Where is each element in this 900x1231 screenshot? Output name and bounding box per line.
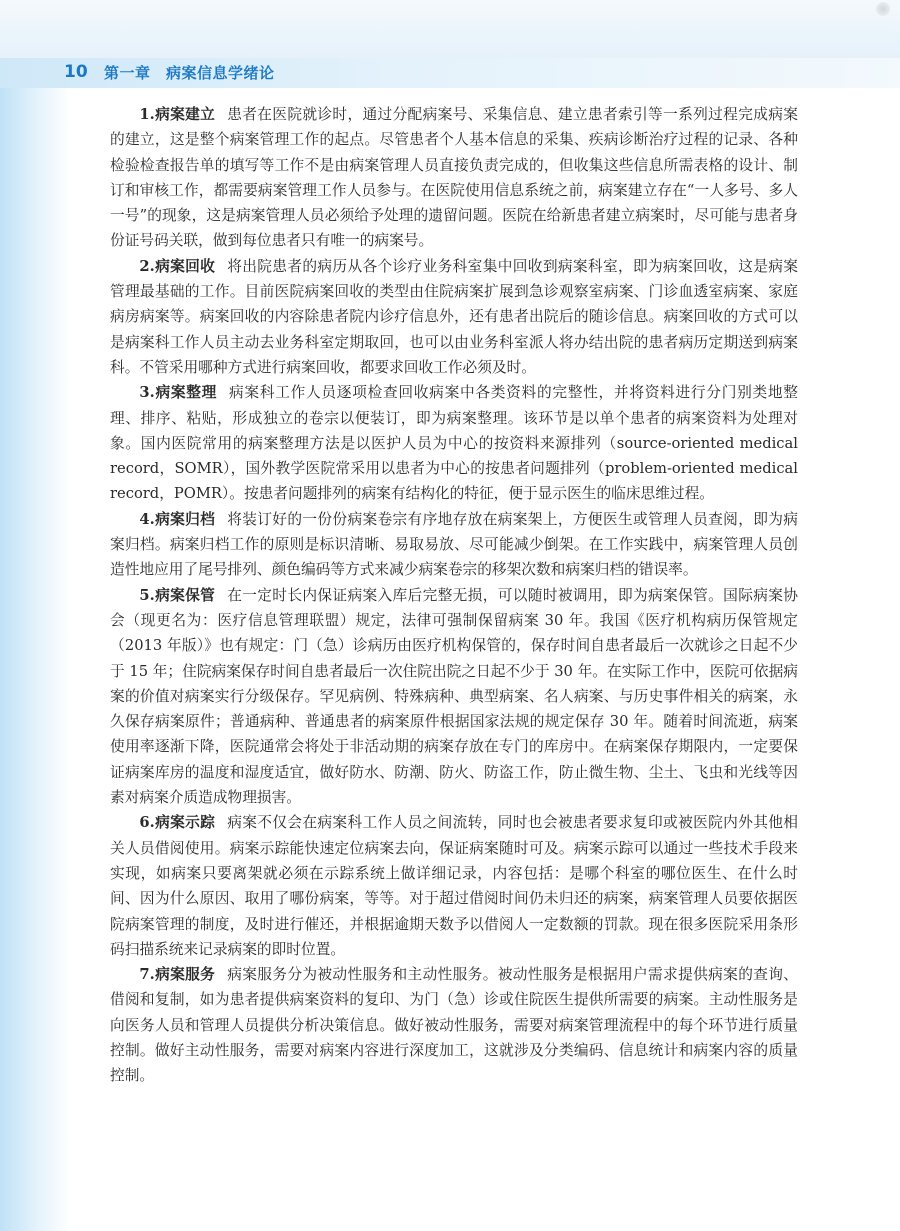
paragraph-heading: 病案整理 (154, 384, 218, 402)
paragraph-heading: 病案示踪 (154, 814, 216, 832)
paragraph-case-creation (110, 102, 798, 254)
paragraph-body: 在一定时长内保证病案入库后完整无损，可以随时被调用，即为病案保管。国际病案协会（现更名为：医疗信息管理联盟）规定，法律可强制保留病案 30 年。我国《医疗机构病历保管规定（2013 年版）》也有规定：门（急）诊病历由医疗机构保管的，保存时间自患者最后一次就诊之日起不少于 15 年；住院病案保存时间自患者最后一次住院出院之日起不少于 30 年。在实际工作中，医院可依据病案的价值对病案实行分级保存。罕见病例、特殊病种、典型病案、名人病案、与历史事件相关的病案，永久保存病案原件；普通病种、普通患者的病案原件根据国家法规的规定保存 30 年。随着时间流逝，病案使用率逐渐下降，医院通常会将处于非活动期的病案存放在专门的库房中。在病案保存期限内，一定要保证病案库房的温度和湿度适宜，做好防水、防潮、防火、防盗工作，防止微生物、尘土、飞虫和光线等因素对病案介质造成物理损害。 (110, 586, 798, 807)
paragraph-case-sorting (110, 380, 798, 506)
paragraph-heading: 病案归档 (154, 510, 216, 528)
paragraph-number: 2. (139, 257, 155, 275)
page-number: 10 (64, 62, 88, 82)
paragraph-heading: 病案回收 (154, 257, 216, 275)
paragraph-number: 3. (139, 384, 155, 402)
paragraph-body: 病案不仅会在病案科工作人员之间流转，同时也会被患者要求复印或被医院内外其他相关人员借阅使用。病案示踪能快速定位病案去向，保证病案随时可及。病案示踪可以通过一些技术手段来实现，如病案只要离架就必须在示踪系统上做详细记录，内容包括：是哪个科室的哪位医生、在什么时间、因为什么原因、取用了哪份病案，等等。对于超过借阅时间仍未归还的病案，病案管理人员要依据医院病案管理的制度，及时进行催还，并根据逾期天数予以借阅人一定数额的罚款。现在很多医院采用条形码扫描系统来记录病案的即时位置。 (110, 814, 798, 958)
paragraph-heading: 病案保管 (154, 586, 216, 604)
paragraph-case-recovery (110, 254, 798, 380)
paragraph-case-filing (110, 507, 798, 583)
corner-dot-icon (876, 2, 890, 16)
paragraph-heading: 病案服务 (154, 966, 216, 984)
chapter-title: 第一章 病案信息学绪论 (104, 64, 275, 82)
paragraph-number: 6. (139, 814, 155, 832)
paragraph-number: 5. (139, 586, 155, 604)
paragraph-case-service (110, 962, 798, 1088)
paragraph-number: 1. (139, 106, 155, 123)
top-margin-band (0, 0, 900, 58)
paragraph-body: 病案科工作人员逐项检查回收病案中各类资料的完整性，并将资料进行分门别类地整理、排序、粘贴，形成独立的卷宗以便装订，即为病案整理。该环节是以单个患者的病案资料为处理对象。国内医院常用的病案整理方法是以医护人员为中心的按资料来源排列（source-oriented medical record，SOMR），国外教学医院常采用以患者为中心的按患者问题排列（problem-oriented medical record，POMR）。按患者问题排列的病案有结构化的特征，便于显示医生的临床思维过程。 (110, 384, 798, 503)
body-text (110, 102, 798, 1089)
paragraph-body: 病案服务分为被动性服务和主动性服务。被动性服务是根据用户需求提供病案的查询、借阅和复制，如为患者提供病案资料的复印、为门（急）诊或住院医生提供所需要的病案。主动性服务是向医务人员和管理人员提供分析决策信息。做好被动性服务，需要对病案管理流程中的每个环节进行质量控制。做好主动性服务，需要对病案内容进行深度加工，这就涉及分类编码、信息统计和病案内容的质量控制。 (110, 966, 798, 1085)
left-margin-band (0, 88, 70, 1231)
paragraph-body: 将出院患者的病历从各个诊疗业务科室集中回收到病案科室，即为病案回收，这是病案管理最基础的工作。目前医院病案回收的类型由住院病案扩展到急诊观察室病案、门诊血透室病案、家庭病房病案等。病案回收的内容除患者院内诊疗信息外，还有患者出院后的随诊信息。病案回收的方式可以是病案科工作人员主动去业务科室定期取回，也可以由业务科室派人将办结出院的患者病历定期送到病案科。不管采用哪种方式进行病案回收，都要求回收工作必须及时。 (110, 257, 798, 376)
paragraph-body: 患者在医院就诊时，通过分配病案号、采集信息、建立患者索引等一系列过程完成病案的建立，这是整个病案管理工作的起点。尽管患者个人基本信息的采集、疾病诊断治疗过程的记录、各种检验检查报告单的填写等工作不是由病案管理人员直接负责完成的，但收集这些信息所需表格的设计、制订和审核工作，都需要病案管理工作人员参与。在医院使用信息系统之前，病案建立存在“一人多号、多人一号”的现象，这是病案管理人员必须给予处理的遗留问题。医院在给新患者建立病案时，尽可能与患者身份证号码关联，做到每位患者只有唯一的病案号。 (110, 106, 798, 250)
paragraph-case-tracking (110, 810, 798, 962)
paragraph-heading: 病案建立 (154, 106, 216, 123)
paragraph-number: 7. (139, 966, 155, 984)
paragraph-case-storage (110, 583, 798, 811)
paragraph-body: 将装订好的一份份病案卷宗有序地存放在病案架上，方便医生或管理人员查阅，即为病案归档。病案归档工作的原则是标识清晰、易取易放、尽可能减少倒架。在工作实践中，病案管理人员创造性地应用了尾号排列、颜色编码等方式来减少病案卷宗的移架次数和病案归档的错误率。 (110, 510, 798, 579)
paragraph-number: 4. (139, 510, 155, 528)
